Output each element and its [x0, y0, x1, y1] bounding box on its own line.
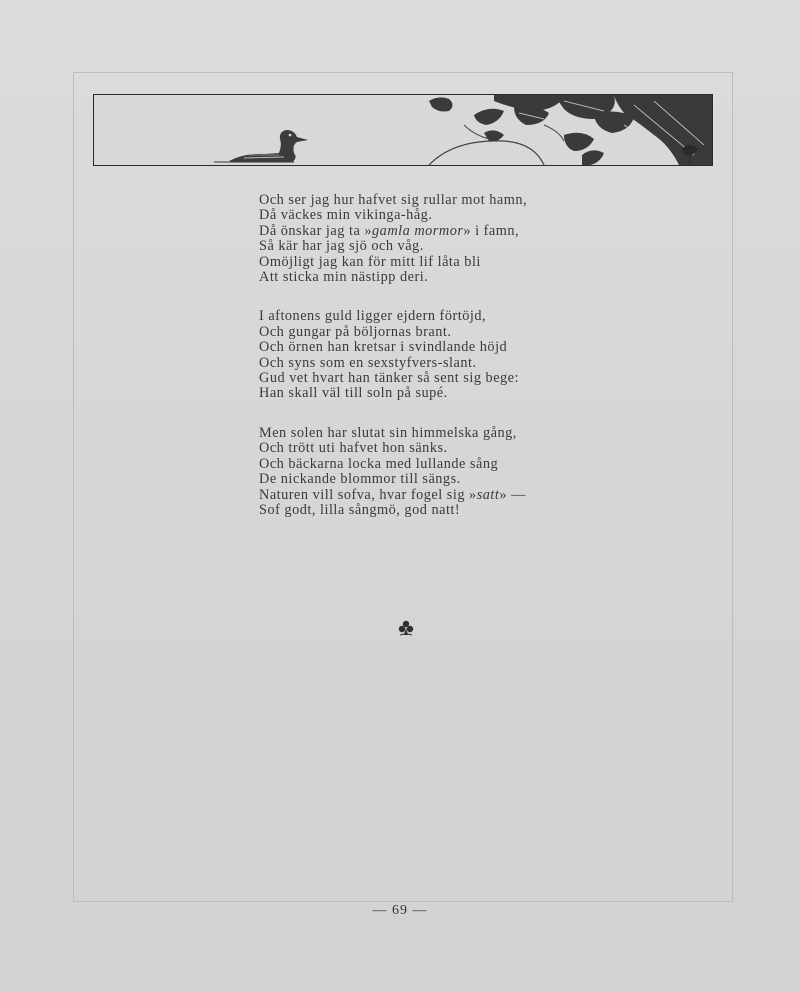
line-text: Och bäckarna locka med lullande sång [259, 455, 499, 472]
line-text: Då väckes min vikinga-håg. [259, 207, 433, 224]
poem-line [259, 239, 589, 254]
poem-line [259, 325, 589, 340]
line-text: Och ser jag hur hafvet sig rullar mot hamn, [259, 192, 528, 208]
poem-line [259, 457, 589, 472]
line-text: Att sticka min nästipp deri. [259, 269, 429, 286]
poem-line [259, 472, 589, 487]
line-text: » — [499, 486, 526, 503]
poem-line [259, 488, 589, 503]
stanza [259, 426, 589, 518]
line-text: De nickande blommor till sängs. [259, 471, 461, 488]
poem-line [259, 340, 589, 355]
poem [259, 193, 589, 542]
line-text: Och trött uti hafvet hon sänks. [259, 440, 448, 457]
poem-line [259, 386, 589, 401]
line-text: Men solen har slutat sin himmelska gång, [259, 424, 517, 441]
poem-line [259, 255, 589, 270]
page-number: — 69 — [372, 903, 428, 918]
line-text: Då önskar jag ta » [259, 222, 373, 239]
poem-line [259, 426, 589, 441]
stanza [259, 193, 589, 285]
line-text: Så kär har jag sjö och våg. [259, 238, 424, 255]
line-text: Och syns som en sexstyfvers-slant. [259, 354, 477, 371]
line-text: Sof godt, lilla sångmö, god natt! [259, 501, 461, 518]
line-text: I aftonens guld ligger ejdern förtöjd, [259, 308, 487, 325]
stanza [259, 309, 589, 401]
line-text: Han skall väl till soln på supé. [259, 385, 448, 402]
duck-icon [229, 130, 308, 162]
header-illustration [93, 94, 713, 166]
line-text: » i famn, [463, 222, 520, 239]
poem-line [259, 371, 589, 386]
line-text: Och gungar på böljornas brant. [259, 323, 452, 340]
line-text: Naturen vill sofva, hvar fogel sig » [259, 486, 477, 503]
poem-line [259, 270, 589, 285]
poem-line [259, 503, 589, 518]
line-text: Gud vet hvart han tänker så sent sig bege: [259, 370, 520, 387]
poem-line [259, 441, 589, 456]
italic-phrase: satt [476, 486, 500, 503]
line-text: Och örnen han kretsar i svindlande höjd [259, 339, 508, 356]
poem-line [259, 224, 589, 239]
club-ornament-icon [396, 618, 416, 638]
line-text: Omöjligt jag kan för mitt lif låta bli [259, 253, 481, 270]
poem-line [259, 356, 589, 371]
poem-line [259, 208, 589, 223]
poem-line [259, 309, 589, 324]
poem-line [259, 193, 589, 208]
italic-phrase: gamla mormor [372, 222, 464, 239]
